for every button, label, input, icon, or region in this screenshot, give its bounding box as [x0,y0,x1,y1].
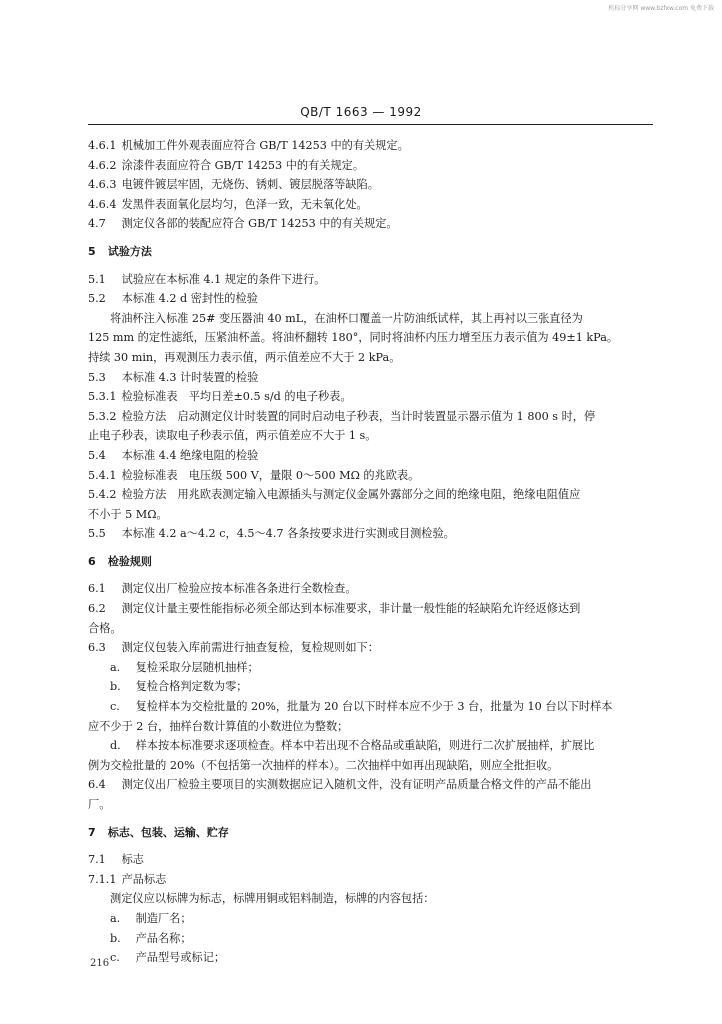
clause-line [88,466,653,486]
paragraph-line: 合格。 [88,621,122,635]
clause-text: 本标准 4.4 绝缘电阻的检验 [121,448,259,462]
clause-text: 检验方法 用兆欧表测定输入电源插头与测定仪金属外露部分之间的绝缘电阻，绝缘电阻值应 [121,488,581,502]
clause-line [88,485,653,505]
paragraph-line: 应不少于 2 台，抽样台数计算值的小数进位为整数； [88,719,349,733]
section-heading [88,823,653,843]
clause-number: 5.4 [88,448,106,462]
clause-line [88,407,653,427]
list-marker: b. [110,931,121,945]
clause-number: 7.1.1 [88,872,117,886]
clause-number: 5.3.2 [88,409,117,423]
clause-line [88,524,653,544]
list-text: 复检合格判定数为零； [135,680,248,694]
clause-number: 5.3 [88,370,106,384]
section-number: 6 [88,554,96,568]
clause-line [88,214,653,234]
section-number: 5 [88,244,96,258]
list-text: 复检采取分层随机抽样； [135,660,259,674]
paragraph-line: 测定仪应以标牌为标志，标牌用铜或铝料制造，标牌的内容包括： [110,892,435,906]
clause-text: 机械加工件外观表面应符合 GB/T 14253 中的有关规定。 [121,139,409,152]
list-item [88,736,653,756]
list-marker: d. [110,739,121,753]
section-heading [88,552,653,572]
list-item [88,658,653,678]
clause-number: 6.3 [88,641,106,655]
clause-line [88,850,653,870]
clause-number: 5.2 [88,292,106,306]
clause-text: 标志 [121,853,144,867]
clause-line [88,289,653,309]
clause-line [88,870,653,890]
clause-line [88,579,653,599]
list-text: 复检样本为交检批量的 20%，批量为 20 台以下时样本应不少于 3 台，批量为 10 台以下时样本 [135,700,613,714]
paragraph-line: 不小于 5 MΩ。 [88,507,168,521]
clause-number: 4.6.2 [88,158,117,172]
page-number: 216 [90,958,110,969]
paragraph-line: 125 mm 的定性滤纸，压紧油杯盖。将油杯翻转 180°，同时将油杯内压力增至压力表示值为 49±1 kPa。 [88,331,619,345]
clause-line [88,368,653,388]
list-marker: b. [110,680,121,694]
section-title: 检验规则 [107,554,152,568]
paragraph-line: 将油杯注入标准 25# 变压器油 40 mL，在油杯口覆盖一片防油纸试样，其上再衬以三张直径为 [110,311,583,325]
clause-line [88,775,653,795]
clause-number: 6.4 [88,778,106,792]
clause-text: 电镀件镀层牢固，无烧伤、锈刺、镀层脱落等缺陷。 [121,178,379,192]
clause-line [88,175,653,195]
clause-text: 检验方法 启动测定仪计时装置的同时启动电子秒表，当计时装置显示器示值为 1 800 s 时，停 [121,409,596,423]
list-item [88,909,653,929]
clause-line [88,599,653,619]
list-text: 样本按本标准要求逐项检查。样本中若出现不合格品或重缺陷，则进行二次扩展抽样，扩展比 [135,739,595,753]
clause-text: 产品标志 [121,872,167,886]
clause-text: 检验标准表 平均日差±0.5 s/d 的电子秒表。 [121,390,352,404]
clause-text: 测定仪各部的装配应符合 GB/T 14253 中的有关规定。 [121,217,398,231]
section-title: 标志、包装、运输、贮存 [107,825,229,839]
watermark: 机标分享网 www.bzfxw.com 免费下载 [608,5,714,12]
clause-text: 测定仪计量主要性能指标必须全部达到本标准要求，非计量一般性能的轻缺陷允许经返修达到 [121,602,581,616]
clause-number: 7.1 [88,853,106,867]
clause-text: 检验标准表 电压级 500 V，量限 0～500 MΩ 的兆欧表。 [121,468,420,482]
clause-number: 6.2 [88,602,106,616]
clause-line [88,387,653,407]
clause-text: 本标准 4.2 d 密封性的检验 [121,292,258,306]
list-item [88,677,653,697]
clause-text: 本标准 4.3 计时装置的检验 [121,370,259,384]
list-marker: c. [110,700,120,714]
clause-number: 4.6.1 [88,139,117,152]
paragraph-line: 厂。 [88,798,111,811]
clause-line [88,195,653,215]
clause-number: 5.4.2 [88,488,117,502]
list-item [88,697,653,717]
clause-number: 5.1 [88,272,106,286]
clause-text: 测定仪出厂检验应按本标准各条进行全数检查。 [121,582,357,596]
clause-line [88,136,653,156]
list-text: 产品名称； [135,931,192,945]
list-item [88,929,653,949]
list-marker: a. [110,660,121,674]
list-marker: a. [110,911,121,925]
paragraph-line: 持续 30 min，再观测压力表示值，两示值差应不大于 2 kPa。 [88,350,401,364]
clause-text: 本标准 4.2 a～4.2 c，4.5～4.7 各条按要求进行实测或目测检验。 [121,527,455,541]
clause-text: 发黑件表面氧化层均匀，色泽一致，无未氧化处。 [121,197,368,211]
clause-line [88,446,653,466]
clause-text: 测定仪包装入库前需进行抽查复检，复检规则如下： [121,641,379,655]
clause-number: 6.1 [88,582,106,596]
clause-line [88,156,653,176]
clause-line [88,638,653,658]
section-heading [88,242,653,262]
clause-number: 5.3.1 [88,390,117,404]
paragraph-line: 止电子秒表，读取电子秒表示值，两示值差应不大于 1 s。 [88,429,377,443]
list-text: 产品型号或标记； [135,951,226,965]
paragraph-line: 例为交检批量的 20%（不包括第一次抽样的样本）。二次抽样中如再出现缺陷，则应全批拒收。 [88,758,559,772]
clause-text: 涂漆件表面应符合 GB/T 14253 中的有关规定。 [121,158,365,172]
clause-number: 5.4.1 [88,468,117,482]
clause-number: 4.6.4 [88,197,117,211]
clause-number: 4.7 [88,217,106,231]
clause-text: 测定仪出厂检验主要项目的实测数据应记入随机文件，没有证明产品质量合格文件的产品不能出 [121,778,592,792]
document-body [88,136,653,968]
running-header: QB/T 1663 — 1992 [300,105,422,119]
section-title: 试验方法 [107,244,152,258]
clause-text: 试验应在本标准 4.1 规定的条件下进行。 [121,272,326,286]
list-text: 制造厂名； [135,911,192,925]
section-number: 7 [88,825,96,839]
list-marker: c. [110,951,120,965]
clause-line [88,270,653,290]
list-item [88,948,653,968]
header-rule [88,124,653,125]
clause-number: 4.6.3 [88,178,117,192]
clause-number: 5.5 [88,527,106,541]
